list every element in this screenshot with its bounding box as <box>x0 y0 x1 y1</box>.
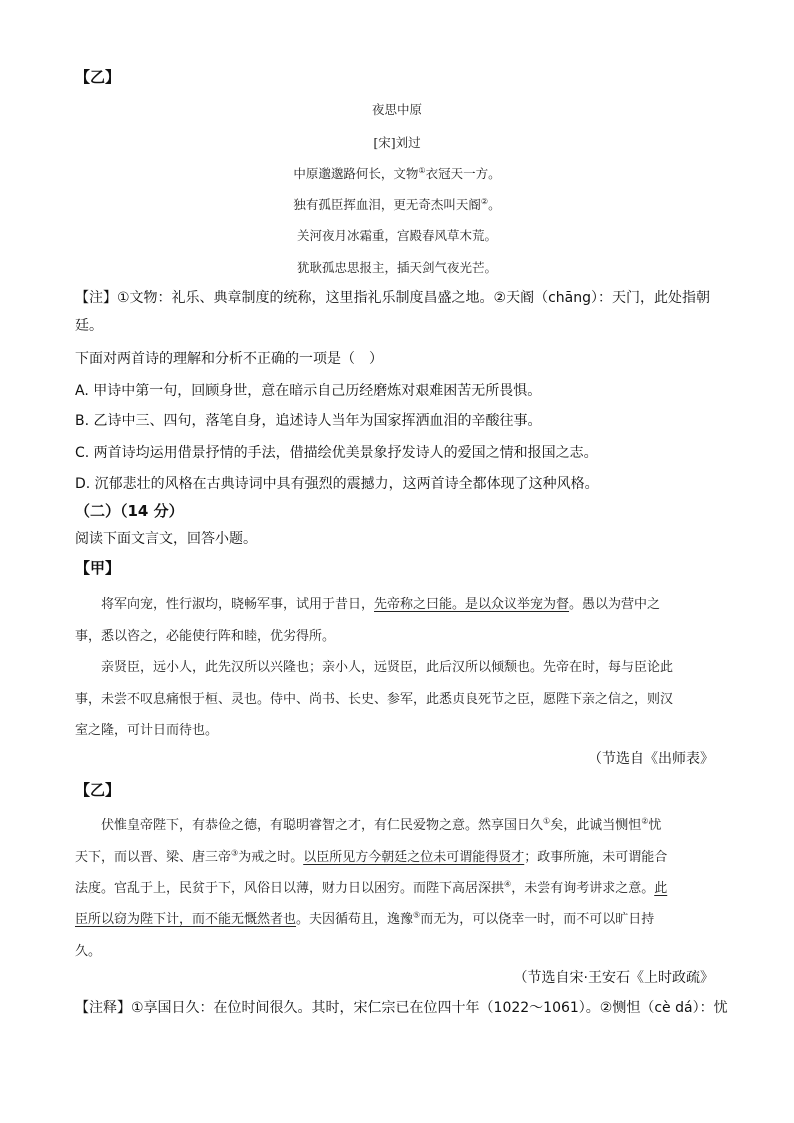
poem-note: 【注】①文物：礼乐、典章制度的统称，这里指礼乐制度昌盛之地。②天阍（chāng）：天门，此处指朝 <box>75 290 711 306</box>
poem-line: 独有孤臣挥血泪，更无奇杰叫天阍②。 <box>293 196 501 212</box>
section-2-instruction: 阅读下面文言文，回答小题。 <box>75 531 257 547</box>
jia-paragraph-2-cont: 事，未尝不叹息痛恨于桓、灵也。侍中、尚书、长史、参军，此悉贞良死节之臣，愿陛下亲之信之，则汉 <box>75 692 674 707</box>
underlined-sentence: 以臣所见方今朝廷之位未可谓能得贤才 <box>303 850 525 865</box>
section-yi-prose-label: 【乙】 <box>75 781 121 799</box>
section-2-heading: （二）（14 分） <box>75 502 184 520</box>
underlined-sentence: 臣所以窃为陛下计，而不能无慨然者也 <box>75 912 297 927</box>
section-yi-poem-label: 【乙】 <box>75 68 121 86</box>
jia-paragraph-1-cont: 事，悉以咨之，必能使行阵和睦，优劣得所。 <box>75 629 336 644</box>
option-b: B. 乙诗中三、四句，落笔自身，追述诗人当年为国家挥洒血泪的辛酸往事。 <box>75 413 542 429</box>
poem-author: [宋]刘过 <box>373 135 421 150</box>
jia-source: （节选自《出师表》 <box>588 751 714 767</box>
poem-note-cont: 廷。 <box>75 318 103 334</box>
jia-paragraph-1: 将军向宠，性行淑均，晓畅军事，试用于昔日，先帝称之曰能。是以众议举宠为督。愚以为营中之 <box>101 597 661 612</box>
jia-paragraph-2-cont: 室之隆，可计日而待也。 <box>75 723 219 738</box>
jia-paragraph-2: 亲贤臣，远小人，此先汉所以兴隆也；亲小人，远贤臣，此后汉所以倾颓也。先帝在时，每与臣论此 <box>101 660 674 675</box>
section-jia-label: 【甲】 <box>75 559 121 577</box>
option-d: D. 沉郁悲壮的风格在古典诗词中具有强烈的震撼力，这两首诗全都体现了这种风格。 <box>75 476 599 492</box>
yi-source: （节选自宋·王安石《上时政疏》 <box>513 970 714 986</box>
yi-paragraph-cont: 法度。官乱于上，民贫于下，风俗日以薄，财力日以困穷。而陛下高居深拱④，未尝有询考讲求之意。此 <box>75 879 668 896</box>
yi-paragraph-cont: 久。 <box>75 944 102 959</box>
poem-line: 犹耿孤忠思报主，插天剑气夜光芒。 <box>296 260 497 275</box>
yi-paragraph-cont: 臣所以窃为陛下计，而不能无慨然者也。夫因循苟且，逸豫⑤而无为，可以侥幸一时，而不可以旷日持 <box>75 910 655 927</box>
underlined-sentence: 先帝称之曰能。是以众议举宠为督 <box>374 597 570 612</box>
poem-line: 关河夜月冰霜重，宫殿春风草木荒。 <box>296 228 497 243</box>
question-stem: 下面对两首诗的理解和分析不正确的一项是（ ） <box>75 351 383 367</box>
option-c: C. 两首诗均运用借景抒情的手法，借描绘优美景象抒发诗人的爱国之情和报国之志。 <box>75 445 598 461</box>
poem-title: 夜思中原 <box>371 102 422 117</box>
yi-paragraph-cont: 天下，而以晋、梁、唐三帝③为戒之时。以臣所见方今朝廷之位未可谓能得贤才；政事所施，未可谓能合 <box>75 848 668 865</box>
underlined-sentence: 此 <box>654 881 668 896</box>
option-a: A. 甲诗中第一句，回顾身世，意在暗示自己历经磨炼对艰难困苦无所畏惧。 <box>75 383 542 399</box>
poem-line: 中原邈邈路何长，文物①衣冠天一方。 <box>293 165 501 181</box>
yi-paragraph: 伏惟皇帝陛下，有恭俭之德，有聪明睿智之才，有仁民爱物之意。然享国日久①矣，此诚当恻怛②忧 <box>101 816 662 833</box>
footnote: 【注释】①享国日久：在位时间很久。其时，宋仁宗已在位四十年（1022～1061）。②恻怛（cè dá）：忧 <box>75 1000 728 1016</box>
